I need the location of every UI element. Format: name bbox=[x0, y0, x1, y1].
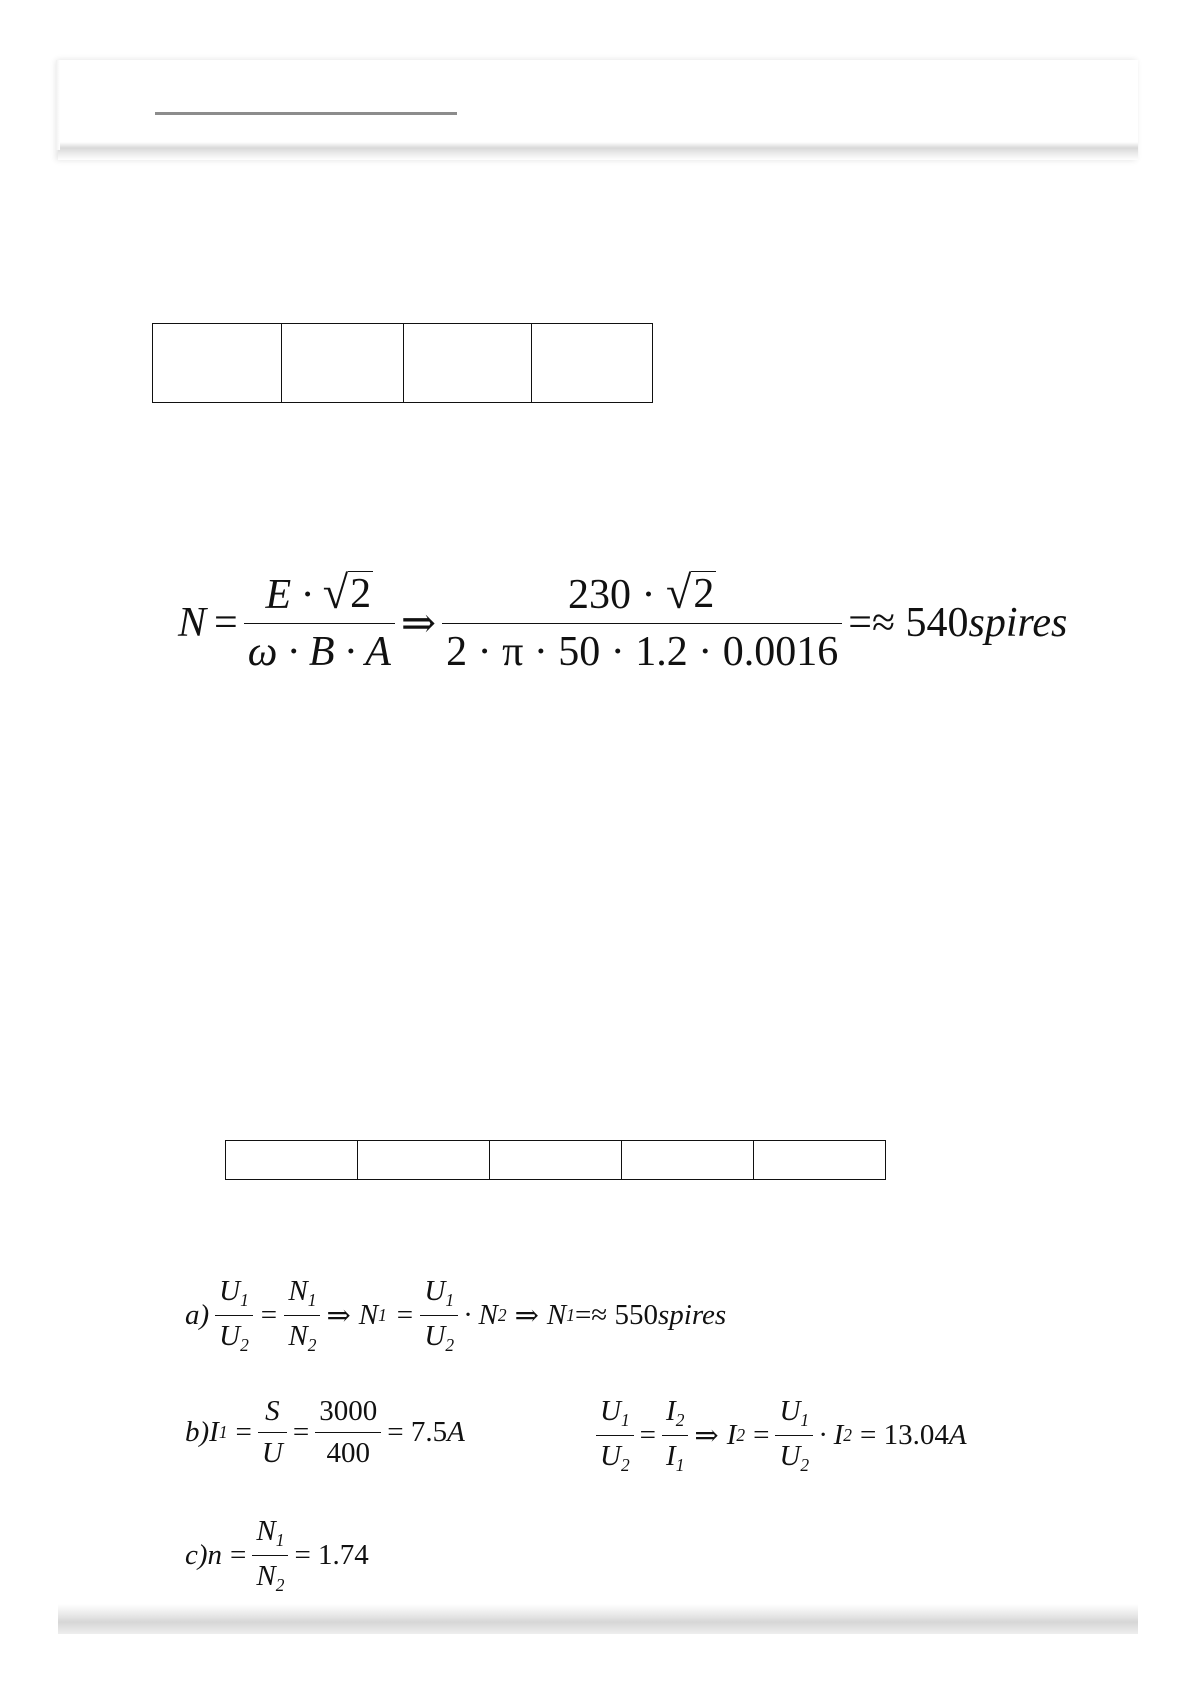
formula-result: = 7.5 bbox=[387, 1416, 448, 1448]
turns-formula bbox=[178, 567, 1068, 676]
formula-unit: A bbox=[447, 1416, 465, 1448]
formula-lhs: N bbox=[178, 600, 207, 646]
part-label: b) bbox=[185, 1416, 210, 1448]
formula-result: =≈ 540 bbox=[848, 600, 969, 646]
formula-unit: spires bbox=[968, 600, 1068, 646]
denominator-text: ω · B · A bbox=[247, 629, 391, 675]
equals-sign: = bbox=[394, 1299, 415, 1332]
sqrt: √ 2 bbox=[322, 567, 372, 618]
equals-sign: = bbox=[639, 1419, 657, 1452]
table-row bbox=[153, 324, 653, 403]
sqrt-argument: 2 bbox=[693, 571, 715, 618]
part-c-ratio-formula: c) n = $\frac{N_1}{N_2}$ = 1.74 bbox=[185, 1515, 369, 1596]
equals-sign: = bbox=[292, 1416, 310, 1448]
implies-arrow: ⇒ bbox=[694, 1420, 719, 1453]
part-label: a) bbox=[185, 1299, 210, 1332]
part-b-secondary-current-formula: $\frac{U_1}{U_2}$ = $\frac{I_2}{I_1}$ ⇒ I 2 = $\frac{U_1}{U_2}$ · I 2 = 13.04 A bbox=[590, 1395, 967, 1476]
table-cell bbox=[358, 1141, 490, 1180]
table-cell bbox=[404, 324, 532, 403]
table-cell bbox=[153, 324, 282, 403]
part-label: c) bbox=[185, 1539, 208, 1572]
page-left-shadow bbox=[56, 60, 60, 150]
equals-sign: = bbox=[230, 1539, 247, 1572]
fraction bbox=[442, 567, 842, 676]
equals-sign: = bbox=[235, 1416, 252, 1448]
formula-result: = 13.04 bbox=[859, 1419, 949, 1452]
formula-unit: spires bbox=[657, 1299, 727, 1332]
table-row bbox=[226, 1141, 886, 1180]
table-cell bbox=[490, 1141, 622, 1180]
table-cell bbox=[226, 1141, 358, 1180]
table-cell bbox=[282, 324, 404, 403]
formula-result: =≈ 550 bbox=[574, 1299, 658, 1332]
sqrt: √ 2 bbox=[666, 567, 715, 618]
empty-table-2 bbox=[225, 1140, 886, 1180]
denominator-text: 2 · π · 50 · 1.2 · 0.0016 bbox=[446, 629, 839, 675]
part-a-formula: a) $\frac{U_1}{U_2}$ = $\frac{N_1}{N_2}$ ⇒ N 1 = $\frac{U_1}{U_2}$ · N 2 ⇒ N 1 =≈ 550 spires bbox=[185, 1275, 727, 1356]
equals-sign: = bbox=[214, 600, 238, 646]
table-cell bbox=[754, 1141, 886, 1180]
part-b-current-formula: b) I 1 = $\frac{S}{U}$ = $\frac{3000}{400}$ = 7.5 A bbox=[185, 1395, 465, 1469]
sqrt-argument: 2 bbox=[350, 571, 372, 618]
implies-arrow: ⇒ bbox=[400, 601, 437, 647]
formula-unit: A bbox=[948, 1419, 967, 1452]
implies-arrow: ⇒ bbox=[326, 1300, 351, 1333]
numerator-text: E · bbox=[265, 572, 323, 618]
page-top-shadow bbox=[58, 60, 1138, 160]
equals-sign: = bbox=[258, 1299, 279, 1332]
implies-arrow: ⇒ bbox=[514, 1300, 539, 1333]
header-rule bbox=[155, 112, 457, 115]
table-cell bbox=[532, 324, 653, 403]
empty-table-1 bbox=[152, 323, 653, 403]
fraction bbox=[244, 567, 395, 676]
equals-sign: = bbox=[753, 1419, 770, 1452]
table-cell bbox=[622, 1141, 754, 1180]
page-bottom-shadow bbox=[58, 1604, 1138, 1634]
numerator-text: 230 · bbox=[568, 572, 667, 618]
formula-result: = 1.74 bbox=[294, 1539, 369, 1572]
